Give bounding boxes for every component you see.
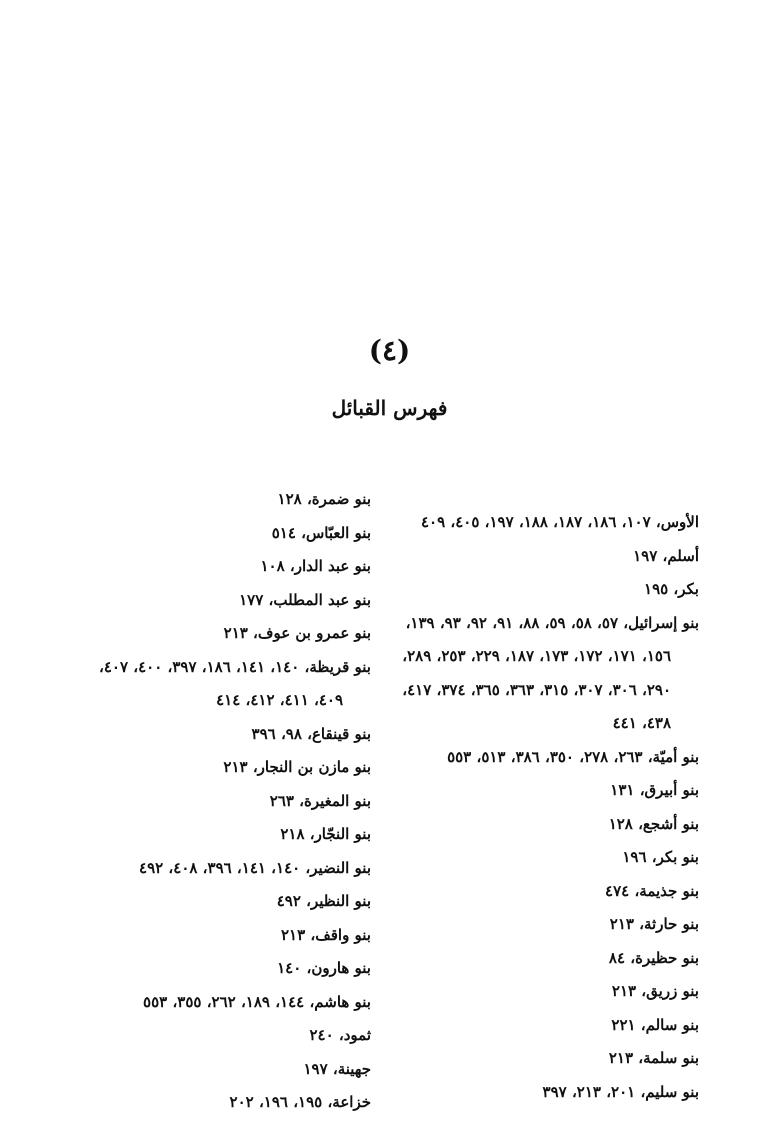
index-entry: بنو عمرو بن عوف، ٢١٣ xyxy=(223,624,371,642)
index-entry: بنو سلمة، ٢١٣ xyxy=(608,1049,699,1067)
index-entry: بنو عبد الدار، ١٠٨ xyxy=(260,557,371,575)
index-entry: بنو النضير، ١٤٠، ١٤١، ٣٩٦، ٤٠٨، ٤٩٢ xyxy=(139,858,371,877)
index-entry: بنو مازن بن النجار، ٢١٣ xyxy=(223,758,371,776)
index-entry: بنو واقف، ٢١٣ xyxy=(280,925,371,944)
index-entry: بنو قريظة، ١٤٠، ١٤١، ١٨٦، ٣٩٧، ٤٠٠، ٤٠٧، xyxy=(99,657,371,676)
index-entry: بنو هارون، ١٤٠ xyxy=(277,959,371,977)
index-entry: بنو العبّاس، ٥١٤ xyxy=(271,523,371,542)
index-entry: بكر، ١٩٥ xyxy=(644,580,699,598)
index-entry: أسلم، ١٩٧ xyxy=(633,546,699,565)
page-title: فهرس القبائل xyxy=(331,396,448,420)
index-entry: بنو المغيرة، ٢٦٣ xyxy=(269,791,371,810)
index-entry: بنو ضمرة، ١٢٨ xyxy=(277,490,371,508)
index-entry: بنو هاشم، ١٤٤، ١٨٩، ٢٦٢، ٣٥٥، ٥٥٣ xyxy=(143,992,371,1011)
index-entry: بنو حظيرة، ٨٤ xyxy=(608,948,699,967)
index-entry-continuation: ٤٠٩، ٤١١، ٤١٢، ٤١٤ xyxy=(216,691,343,709)
index-entry: بنو أبيرق، ١٣١ xyxy=(610,781,699,799)
index-entry: بنو النجّار، ٢١٨ xyxy=(280,825,371,843)
index-entry: خزاعة، ١٩٥، ١٩٦، ٢٠٢ xyxy=(229,1093,371,1111)
index-entry: بنو إسرائيل، ٥٧، ٥٨، ٥٩، ٨٨، ٩١، ٩٢، ٩٣، ١٣٩، xyxy=(405,613,699,632)
index-entry-continuation: ١٥٦، ١٧١، ١٧٢، ١٧٣، ١٨٧، ٢٢٩، ٢٥٣، ٢٨٩، xyxy=(402,647,671,665)
index-entry: بنو بكر، ١٩٦ xyxy=(622,848,699,866)
index-entry: بنو النظير، ٤٩٢ xyxy=(276,892,371,910)
index-entry: بنو عبد المطلب، ١٧٧ xyxy=(239,590,371,609)
index-entry: بنو حارثة، ٢١٣ xyxy=(609,915,699,933)
index-entry-continuation: ٤٣٨، ٤٤١ xyxy=(612,714,671,732)
index-entry: بنو أميّة، ٢٦٣، ٢٧٨، ٣٥٠، ٣٨٦، ٥١٣، ٥٥٣ xyxy=(447,747,699,766)
index-entry: الأوس، ١٠٧، ١٨٦، ١٨٧، ١٨٨، ١٩٧، ٤٠٥، ٤٠٩ xyxy=(420,513,699,531)
index-column-left xyxy=(71,483,371,1120)
index-entry-continuation: ٢٩٠، ٣٠٦، ٣٠٧، ٣١٥، ٣٦٣، ٣٦٥، ٣٧٤، ٤١٧، xyxy=(402,680,671,699)
index-entry: بنو سالم، ٢٢١ xyxy=(611,1015,699,1034)
index-entry: بنو أشجع، ١٢٨ xyxy=(608,814,699,833)
index-entry: بنو سليم، ٢٠١، ٢١٣، ٣٩٧ xyxy=(542,1082,699,1101)
index-entry: بنو جذيمة، ٤٧٤ xyxy=(605,881,699,900)
index-column-right xyxy=(399,506,699,1109)
index-entry: جهينة، ١٩٧ xyxy=(303,1059,371,1078)
index-entry: بنو قينقاع، ٩٨، ٣٩٦ xyxy=(251,724,371,743)
index-entry: ثمود، ٢٤٠ xyxy=(309,1026,371,1044)
index-entry: بنو زريق، ٢١٣ xyxy=(611,982,699,1000)
section-number: (٤) xyxy=(368,334,411,367)
